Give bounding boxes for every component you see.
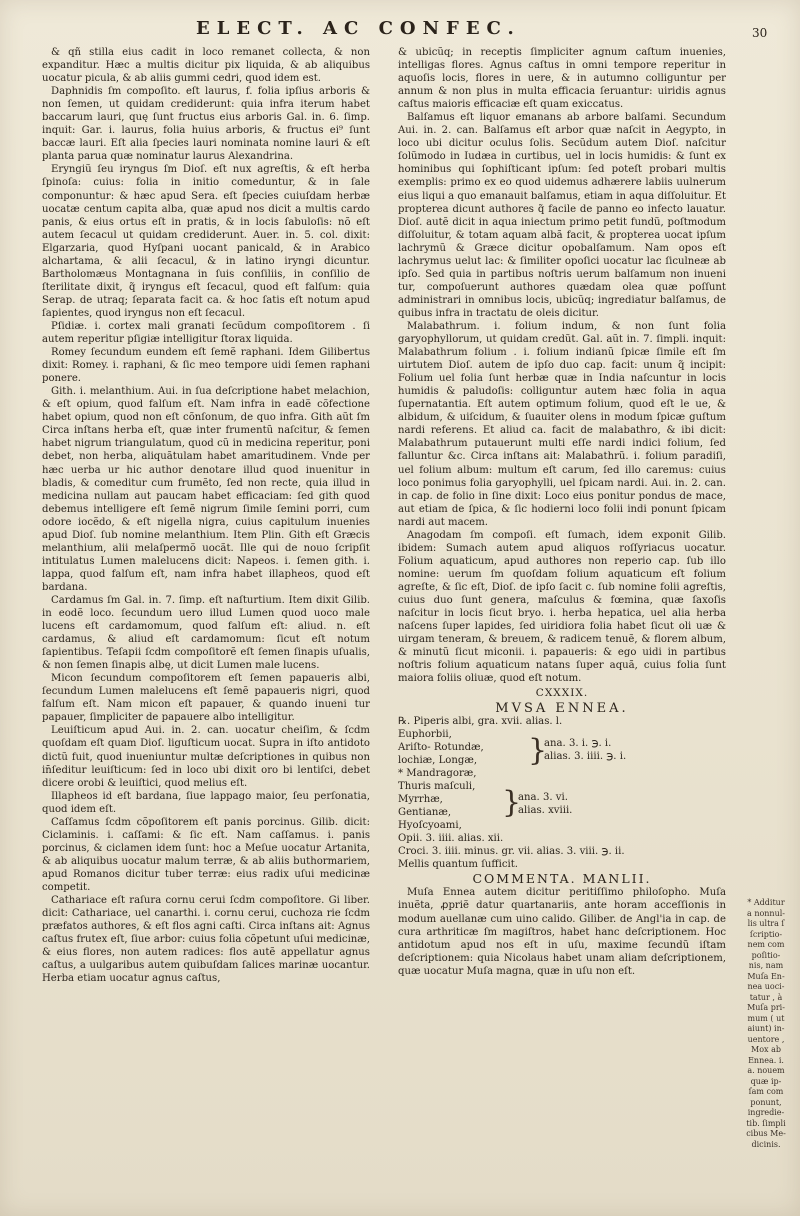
recipe-ingredient: Euphorbii, (398, 729, 452, 741)
brace-glyph: } (528, 733, 548, 769)
recipe-number: CXXXIX. (535, 687, 589, 700)
commentary-title: COMMENTA. MANLII. (472, 871, 652, 887)
left-paragraph-4: Pſidiæ. i. cortex mali granati ſecũdum compoſitorem . ſi autem reperitur pſigiæ intelligitur ſtorax liquida. (42, 320, 370, 346)
marginal-line: nem com (747, 940, 785, 949)
right-paragraph-2: Balſamus eſt liquor emanans ab arbore balſami. Secundum Aui. in. 2. can. Balſamus eſt arbor quæ naſcit in Aegypto, in loco ubi dicitur oculus ſolis. Secũdum autem Dioſ. naſcitur ſolũmodo in Iudæa in curtibus, uel in locis humidis: & ſunt ex hominibus qui ſophiſticant ipſum: ſed poteſt probari multis exemplis: primo ex eo quod uidemus adhærere labiis uulnerum eius liqui a quo emanauit balſamus, etiam in aqua diſſoluitur. Et propterea dicunt authores q̃ facile de panno eo infecto lauatur. Dioſ. autẽ dicit in aqua iniectum primo petit fundũ, poſtmodum diſſoluitur, & totam aquam albã facit, & propterea uocat ipſum lachrymũ & Græce dicitur opobalſamum. Nam opos eſt lachrymus uelut lac: & ſimiliter opoſici uocatur lac ſiculneæ ab ipſo. Sed quia in partibus noſtris uerum balſamum non inueni tur, compoſuerunt authores quædam olea quæ poſſunt administrari in omnibus locis, ubicũq; ingrediatur balſamus, de quibus infra in tractatu de oleis dicitur. (398, 112, 726, 319)
commentary-text: Muſa Ennea autem dicitur peritiſſimo philoſopho. Muſa inuẽta, ꝓpriẽ datur quartanariis, ante horam acceſſionis in modum auellanæ cum uino calido. Giliber. de Angl'ia in cap. de cura arthriticæ ſm magiſtros, habet hanc deſcriptionem. Hoc antidotum apud nos eſt in uſu, maxime ſecundũ iſtam deſcriptionem: quia Nicolaus habet unam aliam deſcriptionem, quæ uocatur Muſa magna, quæ in uſu non eſt. (398, 887, 726, 977)
left-paragraph-12: Cathariace eſt raſura cornu cerui ſcdm compoſitore. Gi liber. dicit: Cathariace, uel canarthi. i. cornu cerui, cuchoza rie ſcdm præfatos authores, & eſt flos agni caſti. Circa inſtans ait: Agnus caſtus frutex eſt, ſiue arbor: cuius folia cõpetunt uſui medicinæ, & eius flores, non autem radices: flos autẽ appellatur agnus caſtus, a uulgaribus autem quibuſdam ſalices marinæ uocantur. Herba etiam uocatur agnus caſtus, (42, 895, 370, 985)
recipe-ingredient: Gentianæ, (398, 807, 452, 819)
recipe-ingredient: Thuris maſculi, (398, 781, 476, 793)
marginal-line: nea uoci- (747, 982, 785, 991)
left-paragraph-10: Illapheos id eſt bardana, ſiue lappago maior, ſeu perſonatia, quod idem eſt. (42, 790, 370, 815)
right-paragraph-1: & ubicũq; in receptis ſimpliciter agnum caſtum inuenies, intelligas flores. Agnus caſtus in omni tempore reperitur in aquoſis locis, flores in uere, & in autumno colliguntur per annum & non plus in multa efficacia ſeruantur: uiridis agnus caſtus maioris efficaciæ eſt quam exiccatus. (398, 47, 726, 111)
left-paragraph-6: Gith. i. melanthium. Aui. in ſua deſcriptione habet melachion, & eſt opium, quod falſum eſt. Nam infra in eadẽ cõfectione habet opium, quod non eſt cõnſonum, de quo infra. Gith aũt ſm Circa inſtans herba eſt, quæ inter frumentũ naſcitur, & ſemen habet nigrum triangulatum, quod cũ in medicina reperitur, poni debet, non herba, aliquãtulam habet amaritudinem. Vnde per hæc uerba ur hic author denotare illud quod inuenitur in bladis, & comeditur cum frumẽto, ſed non recte, quia illud in medicina nullam aut paucam habet efficaciam: ſed gith quod debemus intelligere eſt ſemẽ nigrum ſimile ſemini porri, cum odore iocẽdo, & eſt nigella nigra, cuius capitulum inuenies apud Dioſ. ſub nomine melanthium. Item Plin. Gith eſt Græcis melanthium, alii melaſpermõ uocãt. Ille qui de nouo ſcripſit intitulatus Lumen malelucens dicit: Napeos. i. ſemen gith. i. lappa, quod falſum eſt, nam infra habet illapheos, quod eſt bardana. (42, 386, 370, 593)
recipe-ingredient: Croci. 3. iiii. minus. gr. vii. alias. 3. viii. ℈. ii. (398, 846, 625, 858)
recipe-ingredient: Opii. 3. iiii. alias. xii. (398, 833, 504, 845)
recipe-dose: alias. xviii. (518, 805, 573, 817)
left-column (42, 46, 370, 985)
left-paragraph-5: Romey ſecundum eundem eſt ſemẽ raphani. Idem Gilibertus dixit: Romey. i. raphani, & ſic meo tempore uidi ſemen raphani ponere. (42, 347, 370, 385)
recipe-dose: ana. 3. vi. (518, 792, 568, 804)
marginal-line: quæ ip- (750, 1076, 782, 1086)
page-number: 30 (752, 26, 768, 40)
recipe-dose: ana. 3. i. ℈. i. (544, 738, 612, 750)
marginal-line: tatur , à (749, 992, 783, 1002)
marginal-line: ponunt, (750, 1097, 782, 1107)
recipe-ingredient: lochiæ, Longæ, (398, 755, 478, 767)
recipe-title: MVSA ENNEA. (495, 701, 629, 717)
right-paragraph-4: Anagodam ſm compoſi. eſt ſumach, idem exponit Gilib. ibidem: Sumach autem apud aliquos roſſyriacus uocatur. Folium aquaticum, apud authores non reperio cap. ſub illo nomine: uerum ſm quoſdam folium aquaticum eſt folium agreſte, & ſic eſt, Dioſ. de ipſo ſacit c. ſub nomine folii agreſtis, cuius duo ſunt genera, maſculus & fœmina, quæ ſaxoſis naſcitur in locis ſicut bryo. i. herba hepatica, uel alia herba naſcens ſuper lapides, ſed uiridiora folia habet ſicut oli uæ & uirgam teneram, & breuem, & radicem tenuẽ, & florem album, & minutũ ſicut miconii. i. papaueris: & ego uidi in partibus noſtris folium aquaticum natans ſuper aquã, cuius folia ſunt maiora foliis oliuæ, quod eſt notum. (398, 529, 726, 685)
marginal-line: Ennea. i. (748, 1055, 784, 1065)
recipe-ingredient: Mellis quantum ſufficit. (398, 859, 518, 871)
recipe-rx-line: ℞. Piperis albi, gra. xvii. alias. l. (398, 716, 563, 728)
recipe-ingredient: Myrrhæ, (398, 794, 443, 806)
left-paragraph-2: Daphnidis ſm compoſito. eſt laurus, f. folia ipſius arboris & non ſemen, ut quidam crediderunt: quia infra iterum habet baccarum lauri, quę ſunt fructus eius arboris Gal. in. 6. ſimp. inquit: Gar. i. laurus, folia huius arboris, & fructus ei⁹ ſunt baccæ lauri. Eſt alia ſpecies lauri nominata nomine lauri & eſt planta parua quæ nominatur laurus Alexandrina. (42, 86, 370, 163)
marginal-line: lis ultra ſ (747, 919, 785, 928)
marginal-line: uentore , (747, 1034, 785, 1044)
marginal-line: ſam com (748, 1087, 784, 1096)
left-paragraph-9: Leuiſticum apud Aui. in. 2. can. uocatur cheiſim, & ſcdm quoſdam eſt quam Dioſ. liguſticum uocat. Supra in iſto antidoto dictũ fuit, quod inueniuntur multæ deſcriptiones in quibus non in̄ſeditur leuiſticum: ſed in loco ubi dixit oro bi lentiſci, debet dicere orobi & leuiſtici, quod melius eſt. (42, 725, 370, 789)
marginal-note (736, 898, 796, 1150)
left-paragraph-3: Eryngiũ ſeu iryngus ſm Dioſ. eſt nux agreſtis, & eſt herba ſpinoſa: cuius: folia in initio comeduntur, & in ſale componuntur: & hæc apud Sera. eſt ſpecies cuiuſdam herbæ uocatæ centum capita alba, quæ apud nos dicit a multis cardo panis, & eius ortus eſt in pratis, & in locis ſabuloſis: nõ eſt autem ſecacul ut quidam crediderunt. Auer. in. 5. col. dixit: Elgarzaria, quod Hyſpani uocant panicald, & in Arabico alchartama, & alii ſecacul, & in latino iryngi dicuntur. Bartholomæus Montagnana in ſuis conſiliis, in conſilio de ſterilitate dixit, q̃ iryngus eſt ſecacul, quod eſt falſum: quia Serap. de utraq; ſeparata facit ca. & hoc ſatis eſt notum apud ſapientes, quod iryngus non eſt ſecacul. (42, 164, 370, 319)
marginal-line: nis, nam (748, 961, 784, 970)
recipe-dose: alias. 3. iiii. ℈. i. (544, 751, 627, 763)
marginal-line: * Additur (747, 898, 785, 907)
marginal-line: aiunt) in- (747, 1024, 785, 1033)
brace-glyph: } (502, 785, 522, 821)
marginal-line: Muſa En- (747, 971, 785, 981)
marginal-line: Mox ab (751, 1045, 781, 1054)
running-title: ELECT. AC CONFEC. (196, 18, 521, 39)
recipe-ingredient: * Mandragoræ, (398, 768, 477, 780)
marginal-line: a nonnul- (747, 908, 785, 918)
recipe-ingredient: Hyoſcyoami, (398, 820, 462, 832)
right-column (398, 46, 726, 978)
right-paragraph-3: Malabathrum. i. folium indum, & non ſunt folia garyophyllorum, ut quidam credũt. Gal. aũt in. 7. ſimpli. inquit: Malabathrum folium . i. folium indianũ ſpicæ ſimile eſt ſm uirtutem Dioſ. autem de ipſo duo cap. facit: unum q̃ incipit: Folium uel folia ſunt herbæ quæ in India naſcuntur in locis humidis & paludoſis: colliguntur autem hæc folia in aqua ſupernatantia. Eſt autem optimum folium, quod eſt le ue, & albidum, & uiſcidum, & ſuauiter olens in modum ſpicæ guſtum nardi referens. Et aliud ca. facit de malabathro, & ibi dicit: Malabathrum putauerunt multi eſſe nardi indici folium, ſed falluntur &c. Circa inſtans ait: Malabathrũ. i. folium paradiſi, uel folium album: multum eſt carum, ſed illo caremus: cuius loco ponimus folia garyophylli, uel ſpicam nardi. Aui. in. 2. can. in cap. de folio in ſine dixit: Loco eius ponitur pondus de mace, aut etiam de ſpica, & ſic hodierni loco folii indi ponunt ſpicam nardi aut macem. (398, 320, 726, 528)
recipe-ingredient: Ariſto- Rotundæ, (398, 742, 484, 754)
left-paragraph-8: Micon ſecundum compoſitorem eſt ſemen papaueris albi, ſecundum Lumen malelucens eſt ſemẽ papaueris nigri, quod falſum eſt. Nam micon eſt papauer, & quando inueni tur papauer, ſimpliciter de papauere albo intelligitur. (42, 673, 370, 724)
recipe-block (398, 716, 726, 872)
marginal-line: a. nouem (747, 1066, 785, 1075)
marginal-line: tib. ſimpli (746, 1118, 786, 1128)
marginal-line: poſitio- (751, 950, 781, 960)
left-paragraph-11: Caſſamus ſcdm cõpoſitorem eſt panis porcinus. Gilib. dicit: Ciclaminis. i. caſſami: & ſic eſt. Nam caſſamus. i. panis porcinus, & ciclamen idem ſunt: hoc a Meſue uocatur Artanita, & ab aliquibus uocatur malum terræ, & ab aliis buthormariem, apud Romanos dicitur tuber terræ: eius radix uſui medicinæ competit. (42, 816, 370, 893)
marginal-line: dicinis. (751, 1139, 781, 1149)
left-paragraph-1: & qñ stilla eius cadit in loco remanet collecta, & non expanditur. Hæc a multis dicitur pix liquida, & ab aliquibus uocatur picula, & ab aliis gummi cedri, quod idem est. (42, 47, 370, 85)
running-head (0, 12, 800, 42)
marginal-line: ſcriptio- (749, 929, 783, 939)
marginal-line: Muſa pri- (747, 1003, 785, 1012)
left-paragraph-7: Cardamus ſm Gal. in. 7. ſimp. eſt naſturtium. Item dixit Gilib. in eodẽ loco. ſecundum uero illud Lumen quod uoco male lucens eſt cardamomum, quod falſum eſt: aliud. n. eſt cardamus, & aliud eſt cardamomum: ſicut eſt notum ſapientibus. Teſapii ſcdm compoſitorẽ eſt ſemen ſinapis uſualis, & non ſemen ſinapis albę, ut dicit Lumen male lucens. (42, 594, 370, 672)
marginal-line: ingredie- (747, 1108, 785, 1117)
marginal-line: cibus Me- (746, 1129, 786, 1138)
marginal-line: mum ( ut (747, 1013, 785, 1023)
